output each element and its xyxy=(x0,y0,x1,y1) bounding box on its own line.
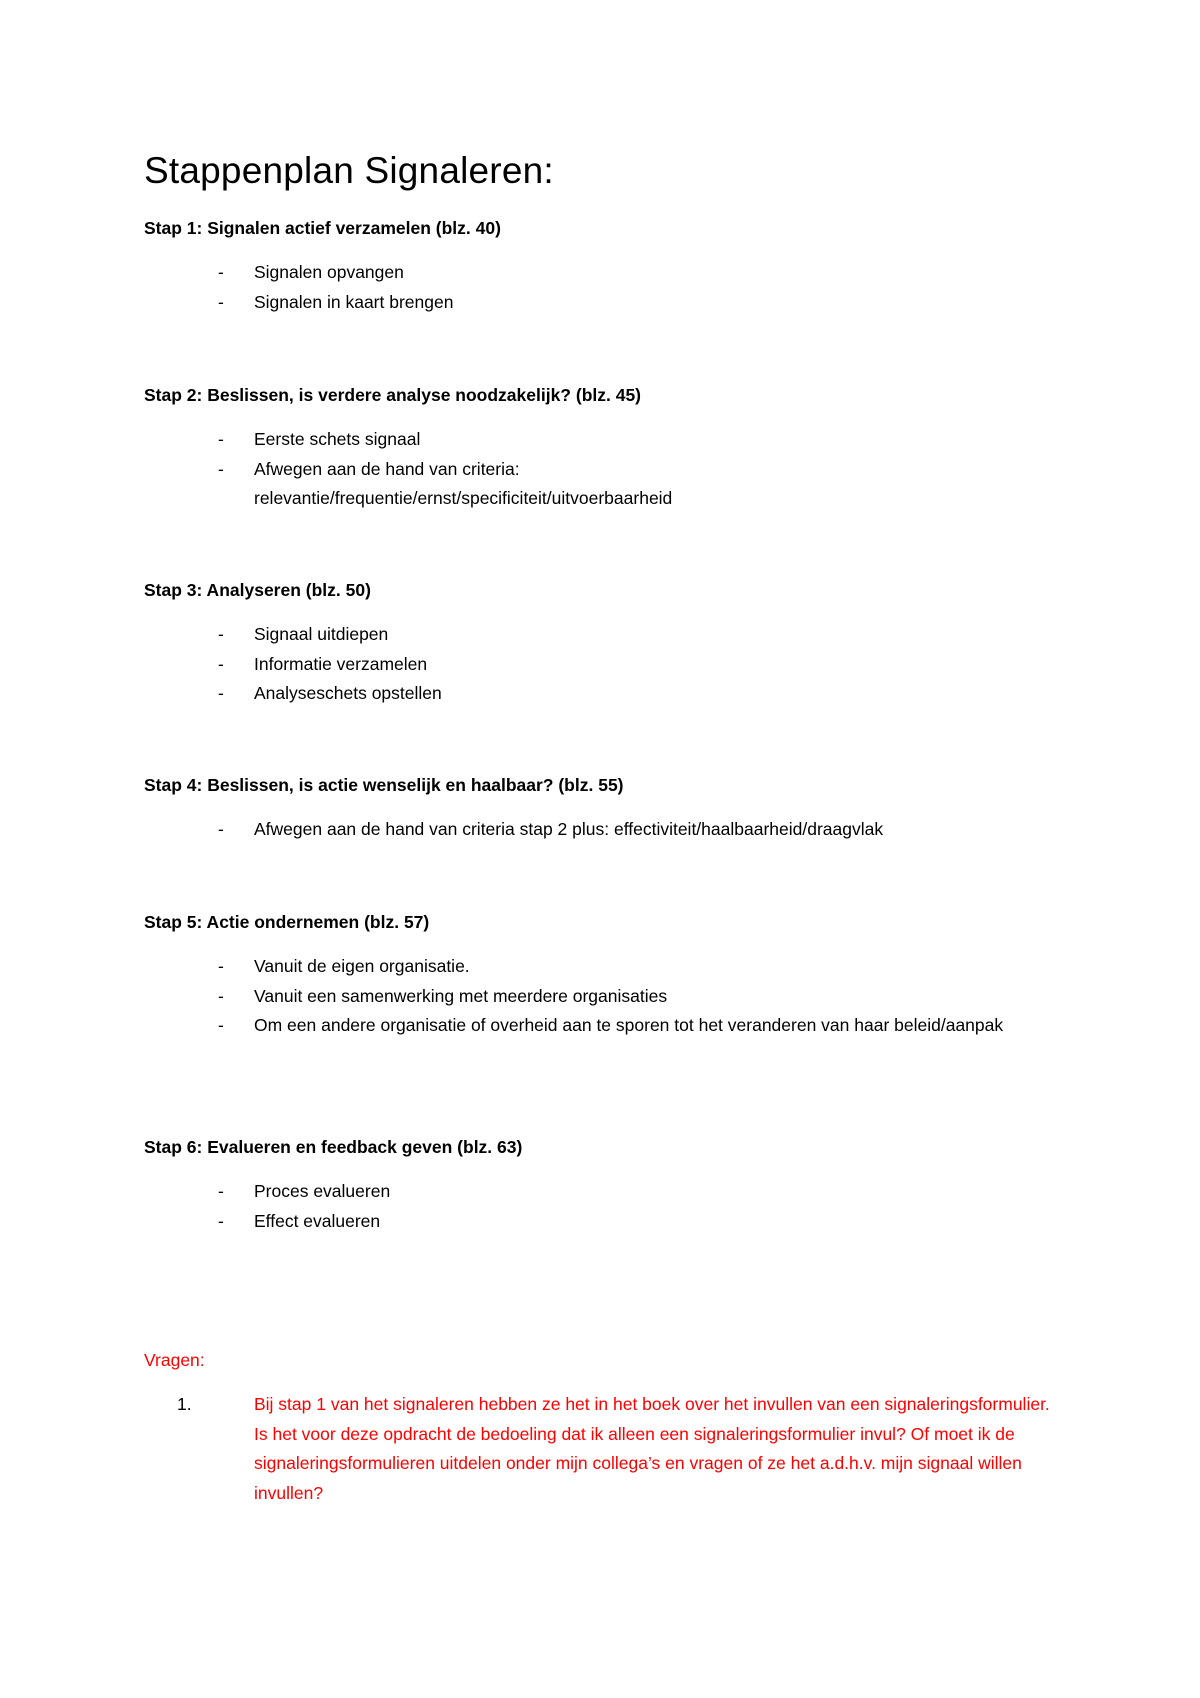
list-item: - Proces evalueren xyxy=(144,1177,1044,1207)
step-2 xyxy=(144,381,1044,514)
step-list xyxy=(144,620,1044,709)
bullet-dash: - xyxy=(218,1181,224,1201)
bullet-dash: - xyxy=(218,653,224,674)
question-text: Bij stap 1 van het signaleren hebben ze het in het boek over het invullen van een signaleringsformulier. Is het voor deze opdracht de bedoeling dat ik alleen een signaleringsformulier invul? Of moet ik de signaleringsformulieren uitdelen onder mijn collega’s en vragen of ze het a.d.h.v. mijn signaal willen invullen? xyxy=(254,1394,1050,1503)
step-heading: Stap 3: Analyseren (blz. 50) xyxy=(144,580,371,600)
list-item: - Afwegen aan de hand van criteria stap 2 plus: effectiviteit/haalbaarheid/draagvlak xyxy=(144,815,1044,845)
bullet-dash: - xyxy=(218,458,224,479)
step-list xyxy=(144,1177,1044,1236)
step-heading: Stap 2: Beslissen, is verdere analyse noodzakelijk? (blz. 45) xyxy=(144,385,642,405)
list-item: - Om een andere organisatie of overheid aan te sporen tot het veranderen van haar beleid/aanpak xyxy=(144,1011,1054,1041)
bullet-dash: - xyxy=(218,985,224,1006)
step-5 xyxy=(144,908,1044,1041)
list-item: - Signalen opvangen xyxy=(144,258,1044,288)
step-list xyxy=(144,815,1044,845)
step-heading: Stap 5: Actie ondernemen (blz. 57) xyxy=(144,912,430,932)
question-item xyxy=(144,1390,1054,1508)
step-3 xyxy=(144,576,1044,709)
list-item: - Eerste schets signaal xyxy=(144,425,1044,455)
step-list xyxy=(144,258,1044,317)
step-heading: Stap 4: Beslissen, is actie wenselijk en haalbaar? (blz. 55) xyxy=(144,775,624,795)
bullet-dash: - xyxy=(218,956,224,976)
step-list xyxy=(144,425,1044,514)
step-4 xyxy=(144,771,1044,845)
question-number: 1. xyxy=(177,1394,192,1414)
bullet-dash: - xyxy=(218,1210,224,1231)
list-item: - Signalen in kaart brengen xyxy=(144,288,1044,318)
step-6 xyxy=(144,1133,1044,1236)
list-item: - Analyseschets opstellen xyxy=(144,679,1044,709)
list-item: - Effect evalueren xyxy=(144,1207,1044,1237)
list-item: - Informatie verzamelen xyxy=(144,650,1044,680)
step-heading: Stap 6: Evalueren en feedback geven (blz. 63) xyxy=(144,1137,523,1157)
step-heading: Stap 1: Signalen actief verzamelen (blz. 40) xyxy=(144,218,501,238)
questions-section xyxy=(144,1346,1050,1508)
list-item: - Vanuit een samenwerking met meerdere organisaties xyxy=(144,982,1044,1012)
bullet-dash: - xyxy=(218,262,224,282)
questions-heading: Vragen: xyxy=(144,1350,205,1370)
list-item: - Vanuit de eigen organisatie. xyxy=(144,952,1044,982)
step-list xyxy=(144,952,1044,1041)
bullet-dash: - xyxy=(218,291,224,312)
bullet-dash: - xyxy=(218,624,224,644)
list-item: - Signaal uitdiepen xyxy=(144,620,1044,650)
bullet-dash: - xyxy=(218,683,224,703)
bullet-dash: - xyxy=(218,819,224,839)
questions-list xyxy=(144,1390,1050,1508)
bullet-dash: - xyxy=(218,1015,224,1035)
list-item: - Afwegen aan de hand van criteria: relevantie/frequentie/ernst/specificiteit/uitvoerbaarheid xyxy=(144,455,894,514)
page-title: Stappenplan Signaleren: xyxy=(144,150,554,191)
step-1 xyxy=(144,214,1044,317)
bullet-dash: - xyxy=(218,429,224,449)
